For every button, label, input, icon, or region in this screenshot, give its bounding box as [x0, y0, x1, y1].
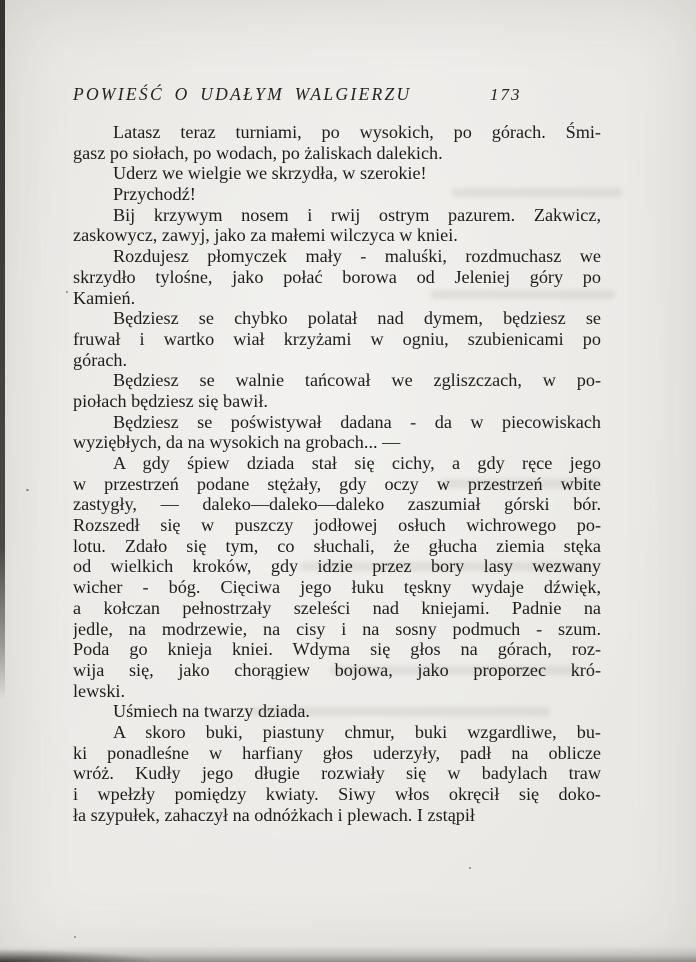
text-line: Uderz we wielgie we skrzydła, w szerokie!	[113, 163, 427, 184]
text-line: wróż. Kudły jego długie rozwiały się w badylach traw	[73, 763, 601, 784]
text-line: lewski.	[73, 680, 126, 701]
text-line: i wpełzły pomiędzy kwiaty. Siwy włos okręcił się doko-	[73, 784, 601, 804]
text-line: Przychodź!	[113, 184, 196, 205]
scan-speck	[66, 291, 68, 293]
text-line: Poda go knieja kniei. Wdyma się głos na górach, roz-	[73, 639, 601, 660]
text-line: Będziesz se walnie tańcował we zgliszczach, w po-	[113, 370, 601, 391]
text-line: Rozszedł się w puszczy jodłowej osłuch wichrowego po-	[73, 515, 601, 536]
text-line: wyziębłych, da na wysokich na grobach... —	[73, 432, 401, 453]
text-line: Latasz teraz turniami, po wysokich, po górach. Śmi-	[113, 122, 601, 142]
text-line: a kołczan pełnostrzały szeleści nad kniejami. Padnie na	[73, 597, 601, 618]
text-line: Rozdujesz płomyczek mały - maluśki, rozdmuchasz we	[113, 246, 601, 267]
text-line: piołach będziesz się bawił.	[73, 390, 268, 411]
text-line: lotu. Zdało się tym, co słuchali, że głucha ziemia stęka	[73, 535, 601, 556]
scan-speck	[469, 867, 471, 869]
text-line: fruwał i wartko wiał krzyżami w ogniu, szubienicami po	[73, 328, 601, 349]
text-line: Kamień.	[73, 287, 136, 308]
text-line: Będziesz se chybko polatał nad dymem, będziesz se	[113, 308, 601, 329]
text-line: gasz po siołach, po wodach, po żaliskach dalekich.	[73, 142, 443, 163]
text-line: wicher - bóg. Cięciwa jego łuku tęskny wydaje dźwięk,	[73, 577, 601, 598]
text-line: od wielkich kroków, gdy idzie przez bory lasy wezwany	[73, 556, 601, 577]
text-line: wija się, jako chorągiew bojowa, jako proporzec kró-	[73, 659, 601, 680]
text-line: ki ponadleśne w harfiany głos uderzyły, padł na oblicze	[73, 742, 601, 763]
text-line: zastygły, — daleko—daleko—daleko zaszumiał górski bór.	[73, 494, 601, 515]
scan-speck	[26, 489, 29, 491]
text-line: A skoro buki, piastuny chmur, buki wzgardliwe, bu-	[113, 721, 601, 742]
scan-corner-shadow	[0, 950, 150, 962]
scan-edge-left	[0, 0, 5, 700]
running-header	[73, 84, 601, 105]
text-line: Będziesz se poświstywał dadana - da w piecowiskach	[113, 411, 601, 432]
text-line: ła szypułek, zahaczył na odnóżkach i plewach. I zstąpił	[73, 804, 475, 825]
text-line: zaskowycz, zawyj, jako za małemi wilczyca w kniei.	[73, 225, 458, 246]
text-line: Uśmiech na twarzy dziada.	[113, 701, 310, 722]
text-line: w przestrzeń podane stężały, gdy oczy w przestrzeń wbite	[73, 473, 601, 494]
text-line: górach.	[73, 349, 128, 370]
page-number: 173	[490, 85, 522, 104]
text-block	[73, 84, 601, 825]
text-line: skrzydło tylośne, jako połać borowa od Jeleniej góry po	[73, 266, 601, 287]
scan-speck	[74, 936, 76, 938]
text-line: Bij krzywym nosem i rwij ostrym pazurem. Zakwicz,	[113, 204, 601, 225]
page-title: POWIEŚĆ O UDAŁYM WALGIERZU	[73, 84, 412, 104]
text-line: jedle, na modrzewie, na cisy i na sosny podmuch - szum.	[73, 618, 601, 639]
page-body	[73, 122, 601, 825]
text-line: A gdy śpiew dziada stał się cichy, a gdy ręce jego	[113, 453, 601, 473]
